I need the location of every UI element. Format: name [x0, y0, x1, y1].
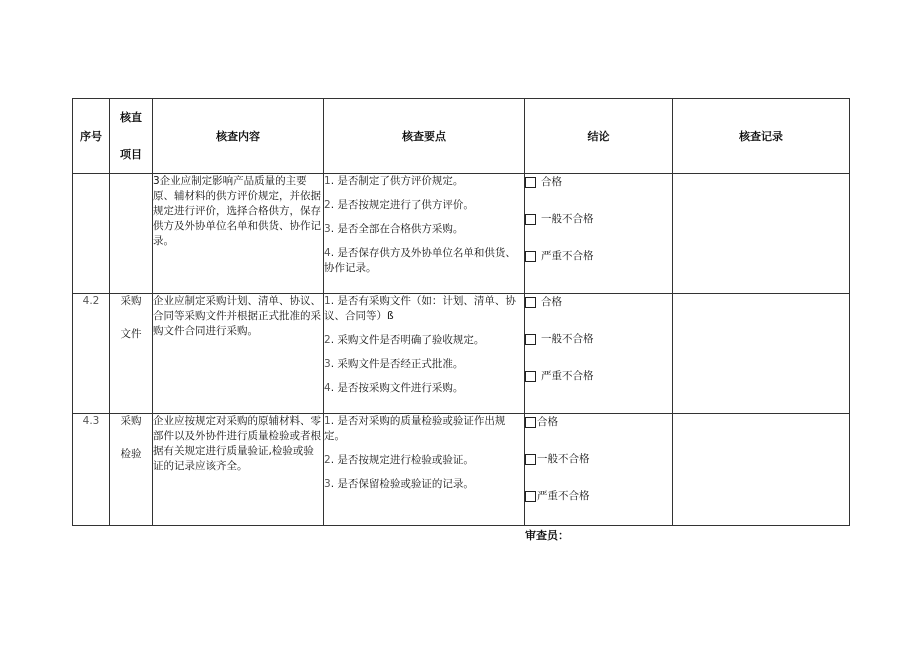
checkbox[interactable]	[525, 417, 536, 428]
option-minor-fail[interactable]: 一般不合格	[525, 331, 672, 347]
header-no: 序号	[73, 99, 110, 174]
header-item	[110, 99, 153, 174]
checkbox[interactable]	[525, 491, 536, 502]
row-no: 4.2	[73, 294, 110, 414]
check-point: 3. 采购文件是否经正式批准。	[324, 358, 464, 370]
header-item-line1: 核直	[120, 111, 142, 124]
checkbox[interactable]	[525, 177, 536, 188]
check-point: 4. 是否保存供方及外协单位名单和供货、协作记录。	[324, 247, 516, 274]
checkbox[interactable]	[525, 454, 536, 465]
row-item-line2: 检验	[120, 448, 142, 460]
check-point: 1. 是否制定了供方评价规定。	[324, 175, 464, 187]
row-item	[110, 414, 153, 526]
row-item	[110, 294, 153, 414]
row-content: 3企业应制定影响产品质量的主要原、辅材料的供方评价规定，并依据规定进行评价，选择合格供方，保存供方及外协单位名单和供货、协作记录。	[153, 174, 324, 294]
row-conclusion	[525, 174, 673, 294]
table-row	[73, 294, 850, 414]
check-point: 3. 是否全部在合格供方采购。	[324, 223, 464, 235]
option-pass[interactable]: 合格	[525, 294, 672, 310]
row-content: 企业应按规定对采购的原辅材料、零部件以及外协件进行质量检验或者根据有关规定进行质量验证,检验或验证的记录应该齐全。	[153, 414, 324, 526]
checkbox[interactable]	[525, 251, 536, 262]
check-point: 1. 是否对采购的质量检验或验证作出规定。	[324, 415, 506, 442]
checkbox[interactable]	[525, 371, 536, 382]
row-item-line1: 采购	[120, 295, 142, 307]
check-point: 2. 是否按规定进行检验或验证。	[324, 454, 474, 466]
header-record: 核查记录	[673, 99, 850, 174]
row-item-line2: 文件	[120, 328, 142, 340]
check-point: 2. 是否按规定进行了供方评价。	[324, 199, 474, 211]
checkbox[interactable]	[525, 334, 536, 345]
header-points: 核查要点	[324, 99, 525, 174]
table-row	[73, 174, 850, 294]
check-point: 4. 是否按采购文件进行采购。	[324, 382, 464, 394]
checkbox[interactable]	[525, 214, 536, 225]
row-item-line1: 采购	[120, 415, 142, 427]
option-minor-fail[interactable]: 一般不合格	[525, 451, 672, 467]
row-record[interactable]	[673, 294, 850, 414]
header-item-line2: 项目	[120, 148, 142, 161]
option-major-fail[interactable]: 严重不合格	[525, 248, 672, 264]
header-conclusion: 结论	[525, 99, 673, 174]
option-pass[interactable]: 合格	[525, 174, 672, 190]
row-points	[324, 294, 525, 414]
table-row	[73, 414, 850, 526]
check-point: 3. 是否保留检验或验证的记录。	[324, 478, 474, 490]
reviewer-label: 审查员：	[525, 529, 569, 542]
row-conclusion	[525, 414, 673, 526]
row-record[interactable]	[673, 414, 850, 526]
header-row	[73, 99, 850, 174]
row-conclusion	[525, 294, 673, 414]
row-points	[324, 414, 525, 526]
option-major-fail[interactable]: 严重不合格	[525, 368, 672, 384]
header-content: 核查内容	[153, 99, 324, 174]
option-major-fail[interactable]: 严重不合格	[525, 488, 672, 504]
option-minor-fail[interactable]: 一般不合格	[525, 211, 672, 227]
row-record[interactable]	[673, 174, 850, 294]
check-point: 1. 是否有采购文件（如：计划、清单、协议、合同等）ß	[324, 295, 516, 322]
checkbox[interactable]	[525, 297, 536, 308]
option-pass[interactable]: 合格	[525, 414, 672, 430]
audit-table	[72, 98, 850, 526]
row-no	[73, 174, 110, 294]
row-points	[324, 174, 525, 294]
row-content: 企业应制定采购计划、清单、协议、合同等采购文件并根据正式批准的采购文件合同进行采购。	[153, 294, 324, 414]
row-no: 4.3	[73, 414, 110, 526]
check-point: 2. 采购文件是否明确了验收规定。	[324, 334, 485, 346]
row-item	[110, 174, 153, 294]
